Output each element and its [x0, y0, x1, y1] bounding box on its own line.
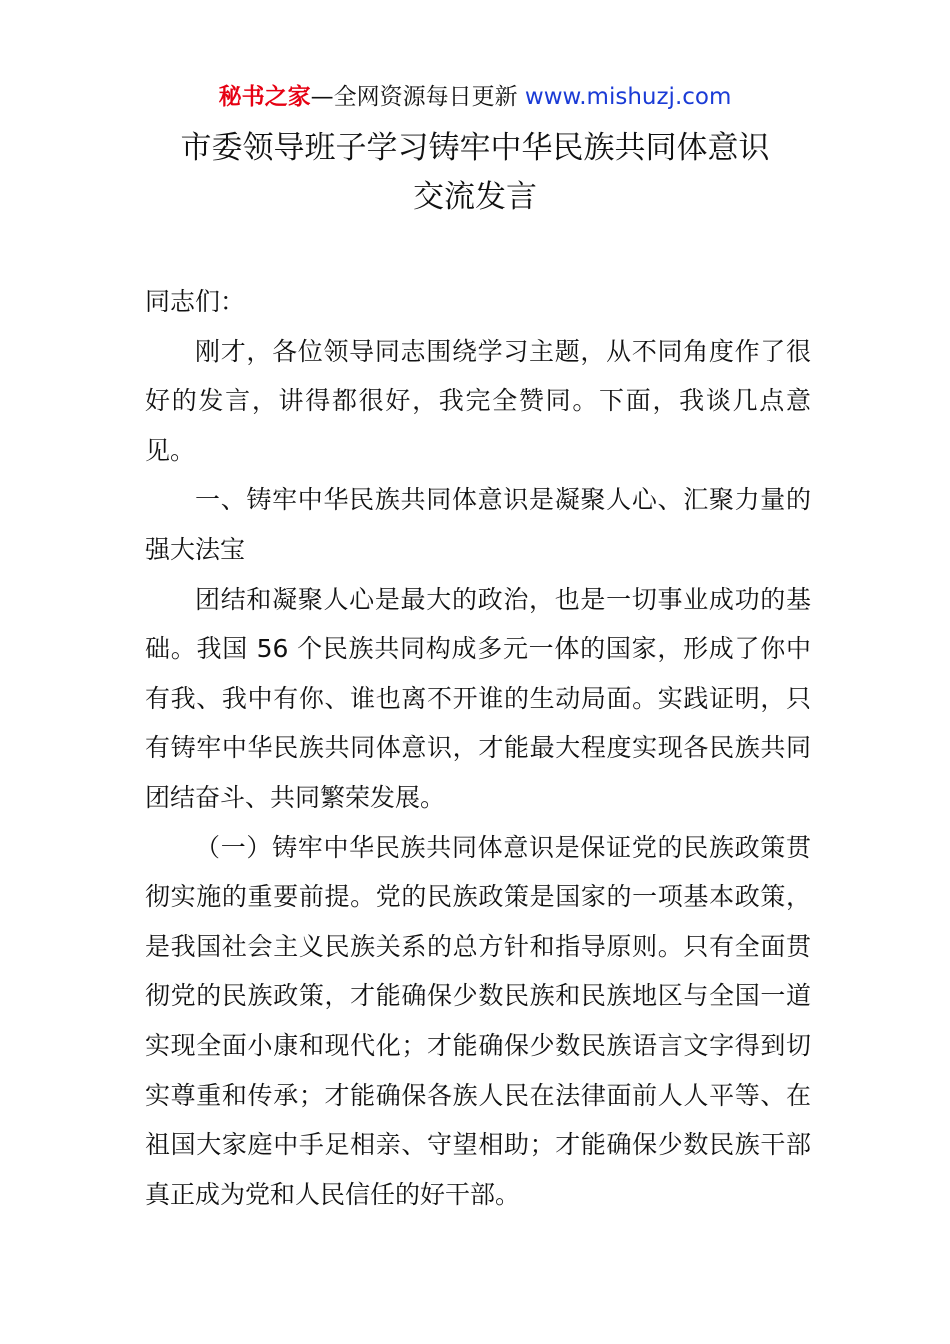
brand-name: 秘书之家: [218, 84, 311, 110]
site-header: [0, 80, 950, 114]
site-url-link[interactable]: www.mishuzj.com: [524, 84, 732, 110]
header-tagline: —全网资源每日更新: [310, 84, 525, 110]
document-title-line-2: 交流发言: [413, 179, 537, 215]
document-body: [145, 277, 811, 1219]
section-heading-1: 一、铸牢中华民族共同体意识是凝聚人心、汇聚力量的强大法宝: [145, 485, 811, 564]
document-title-line-1: 市委领导班子学习铸牢中华民族共同体意识: [180, 130, 770, 166]
paragraph-section-1: 团结和凝聚人心是最大的政治，也是一切事业成功的基础。我国 56 个民族共同构成多元一体的国家，形成了你中有我、我中有你、谁也离不开谁的生动局面。实践证明，只有铸牢中华民族共同体意识，才能最大程度实现各民族共同团结奋斗、共同繁荣发展。: [145, 584, 811, 812]
paragraph-intro: 刚才，各位领导同志围绕学习主题，从不同角度作了很好的发言，讲得都很好，我完全赞同。下面，我谈几点意见。: [145, 336, 811, 465]
salutation: 同志们：: [145, 287, 246, 316]
paragraph-subsection-1: （一）铸牢中华民族共同体意识是保证党的民族政策贯彻实施的重要前提。党的民族政策是国家的一项基本政策，是我国社会主义民族关系的总方针和指导原则。只有全面贯彻党的民族政策，才能确保少数民族和民族地区与全国一道实现全面小康和现代化；才能确保少数民族语言文字得到切实尊重和传承；才能确保各族人民在法律面前人人平等、在祖国大家庭中手足相亲、守望相助；才能确保少数民族干部真正成为党和人民信任的好干部。: [145, 832, 811, 1209]
